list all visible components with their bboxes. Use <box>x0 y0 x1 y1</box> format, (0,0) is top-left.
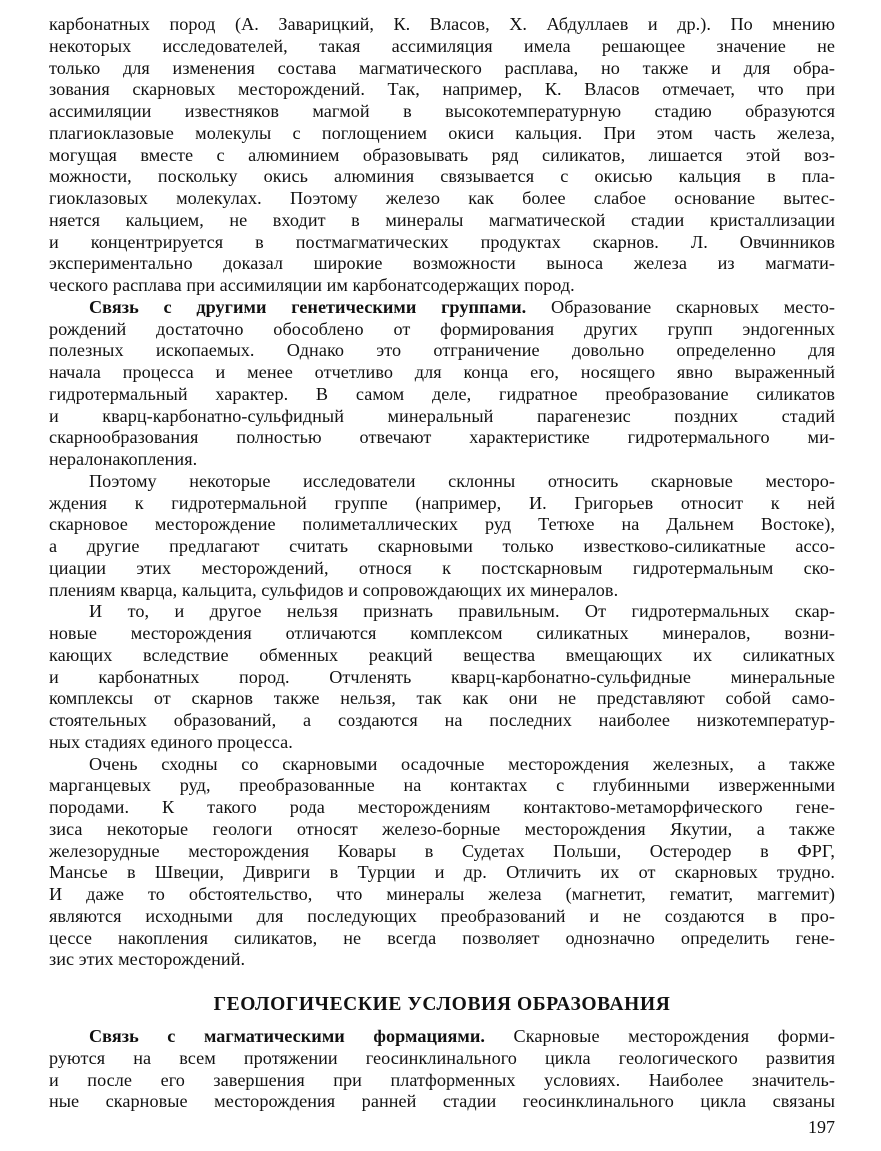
text-line: комплексы от скарнов также нельзя, так как они не представляют собой само- <box>49 688 835 709</box>
text-line: могущая вместе с алюминием образовывать ряд силикатов, лишается этой воз- <box>49 144 835 165</box>
text-line: ждения к гидротермальной группе (например, И. Григорьев относит к ней <box>49 492 835 513</box>
paragraph-other-genetic-groups <box>49 297 835 471</box>
text-line: и карбонатных пород. Отчленять кварц-карбонатно-сульфидные минеральные <box>49 666 835 687</box>
text-line: ные скарновые месторождения ранней стадии геосинклинального цикла связаны <box>49 1091 835 1112</box>
text-line: Поэтому некоторые исследователи склонны относить скарновые месторо- <box>89 470 835 491</box>
text-line: Очень сходны со скарновыми осадочные месторождения железных, а также <box>89 753 835 774</box>
text-line: карбонатных пород (А. Заварицкий, К. Власов, Х. Абдуллаев и др.). По мнению <box>49 14 835 34</box>
text-line: можности, поскольку окись алюминия связывается с окисью кальция в пла- <box>49 166 835 187</box>
text-line: только для изменения состава магматического расплава, но также и для обра- <box>49 57 835 78</box>
text-line: и кварц-карбонатно-сульфидный минеральный парагенезис поздних стадий <box>49 405 835 426</box>
text-line: новые месторождения отличаются комплексом силикатных минералов, возни- <box>49 623 835 643</box>
text-line: начала процесса и менее отчетливо для конца его, носящего явно выраженный <box>49 362 835 382</box>
text-line: марганцевых руд, преобразованные на контактах с глубинными изверженными <box>49 775 835 796</box>
text-line: нералонакопления. <box>49 449 198 469</box>
text-line: гидротермальный характер. В самом деле, гидратное преобразование силикатов <box>49 383 835 404</box>
text-line: ных стадиях единого процесса. <box>49 731 293 752</box>
page-text <box>49 14 835 1113</box>
text-line: гиоклазовых молекулах. Поэтому железо как более слабое основание вытес- <box>49 188 835 208</box>
text-line: И даже то обстоятельство, что минералы железа (магнетит, гематит, маггемит) <box>49 884 835 904</box>
paragraph-magmatic-formations <box>49 1026 835 1113</box>
text-line: железорудные месторождения Ковары в Судетах Польши, Остеродер в ФРГ, <box>49 840 835 861</box>
text-line: зования скарновых месторождений. Так, например, К. Власов отмечает, что при <box>49 79 835 100</box>
paragraph-hydrothermal <box>49 471 835 602</box>
text-line: цессе накопления силикатов, не всегда позволяет однозначно определить гене- <box>49 927 835 948</box>
spacer <box>49 971 835 990</box>
text-line: экспериментально доказал широкие возможности выноса железа из магмати- <box>49 253 835 274</box>
text-line: полезных ископаемых. Однако это отграничение довольно определенно для <box>49 340 835 361</box>
text-line: некоторых исследователей, такая ассимиляция имела решающее значение не <box>49 35 835 56</box>
text-line: Связь с магматическими формациями. Скарновые месторождения форми- <box>89 1026 836 1046</box>
text-line: стоятельных образований, а создаются на последних наиболее низкотемператур- <box>49 710 835 730</box>
text-line: Мансье в Швеции, Дивриги в Турции и др. Отличить их от скарновых трудно. <box>49 862 835 883</box>
section-heading: ГЕОЛОГИЧЕСКИЕ УСЛОВИЯ ОБРАЗОВАНИЯ <box>213 994 671 1015</box>
paragraph-neither-correct <box>49 601 835 753</box>
text-line: ассимиляции известняков магмой в высокотемпературную стадию образуются <box>49 101 835 121</box>
paragraph-sedimentary-deposits <box>49 754 835 972</box>
text-line: рождений достаточно обособлено от формирования других групп эндогенных <box>49 318 835 339</box>
text-line: скарнообразования полностью отвечают характеристике гидротермального ми- <box>49 427 835 448</box>
text-line: зис этих месторождений. <box>49 949 246 970</box>
text-line: скарновое месторождение полиметаллических руд Тетюхе на Дальнем Востоке), <box>49 514 835 535</box>
text-line: плагиоклазовые молекулы с поглощением окиси кальция. При этом часть железа, <box>49 122 835 143</box>
run-in-heading: Связь с магматическими формациями. <box>89 1026 485 1046</box>
paragraph-assimilation <box>49 14 835 297</box>
text-line: и концентрируется в постмагматических продуктах скарнов. Л. Овчинников <box>49 231 835 252</box>
text-line: кающих вследствие обменных реакций вещества вмещающих их силикатных <box>49 644 835 665</box>
text-line: а другие предлагают считать скарновыми только известково-силикатные ассо- <box>49 536 835 556</box>
text-line: няется кальцием, не входит в минералы магматической стадии кристаллизации <box>49 209 835 230</box>
text-line: плениям кварца, кальцита, сульфидов и сопровождающих их минералов. <box>49 579 619 600</box>
run-in-heading: Связь с другими генетическими группами. <box>89 296 527 317</box>
text-line: зиса некоторые геологи относят железо-борные месторождения Якутии, а также <box>49 818 835 839</box>
text-line: Связь с другими генетическими группами. Образование скарновых место- <box>89 296 835 317</box>
text-line: породами. К такого рода месторождениям контактово-метаморфического гене- <box>49 797 835 817</box>
text-line: руются на всем протяжении геосинклинального цикла геологического развития <box>49 1047 835 1068</box>
text-line: и после его завершения при платформенных условиях. Наиболее значитель- <box>49 1069 835 1090</box>
text-line: являются исходными для последующих преобразований и не создаются в про- <box>49 905 835 926</box>
text-line: И то, и другое нельзя признать правильным. От гидротермальных скар- <box>89 601 835 622</box>
text-line: ческого расплава при ассимиляции им карбонатсодержащих пород. <box>49 275 575 295</box>
text-line: циации этих месторождений, относя к постскарновым гидротермальным ско- <box>49 557 835 578</box>
page-number: 197 <box>808 1117 835 1137</box>
